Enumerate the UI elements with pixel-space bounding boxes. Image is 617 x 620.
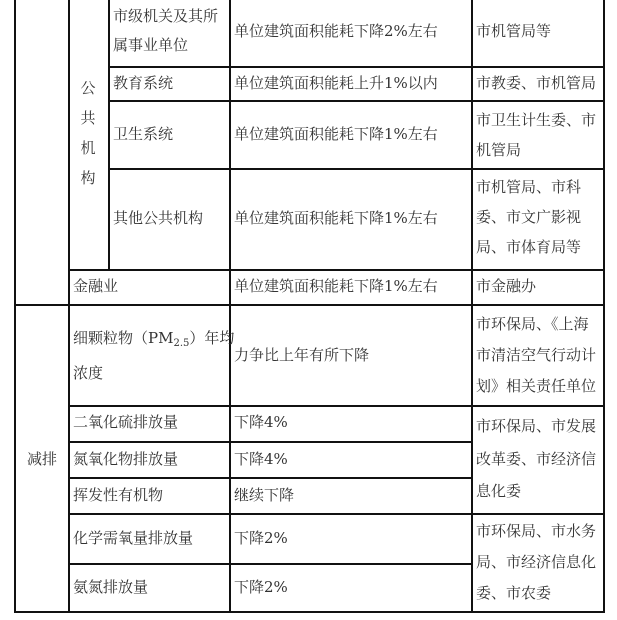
row-responsible: 划》相关责任单位	[476, 377, 597, 395]
row-name: 浓度	[73, 364, 104, 382]
row-name: 化学需氧量排放量	[73, 529, 194, 547]
grid-line	[108, 100, 605, 102]
row-name: 二氧化硫排放量	[73, 413, 179, 431]
row-name: 氨氮排放量	[73, 578, 149, 596]
row-name: 属事业单位	[113, 36, 189, 54]
grid-line	[108, 66, 605, 68]
grid-line	[14, 0, 16, 612]
row-name: 卫生系统	[113, 125, 174, 143]
row-name: 氮氧化物排放量	[73, 450, 179, 468]
row-target: 继续下降	[234, 486, 295, 504]
row-name: 其他公共机构	[113, 209, 204, 227]
row-target: 下降4%	[234, 413, 288, 431]
row-responsible: 市清洁空气行动计	[476, 346, 597, 364]
row-responsible: 市环保局、市水务	[476, 522, 597, 540]
row-responsible: 市金融办	[476, 277, 537, 295]
row-responsible: 息化委	[476, 482, 522, 500]
public-institutions-label: 公共机构	[80, 79, 96, 187]
grid-line	[229, 0, 231, 612]
grid-line	[68, 513, 605, 515]
row-target: 下降4%	[234, 450, 288, 468]
row-target: 单位建筑面积能耗下降2%左右	[234, 22, 438, 40]
row-responsible: 局、市体育局等	[476, 238, 582, 256]
row-responsible: 市环保局、市发展	[476, 417, 597, 435]
row-target: 下降2%	[234, 529, 288, 547]
grid-line	[14, 304, 605, 306]
grid-line	[68, 441, 471, 443]
row-responsible: 局、市经济信息化	[476, 553, 597, 571]
grid-line	[68, 405, 605, 407]
grid-line	[68, 563, 471, 565]
row-name: 市级机关及其所	[113, 7, 219, 25]
row-responsible: 市机管局等	[476, 22, 552, 40]
row-responsible: 市教委、市机管局	[476, 74, 597, 92]
grid-line	[108, 168, 605, 170]
grid-line	[14, 611, 605, 613]
row-target: 下降2%	[234, 578, 288, 596]
row-responsible: 市卫生计生委、市	[476, 111, 597, 129]
grid-line	[68, 0, 70, 612]
grid-line	[471, 0, 473, 612]
row-name: 挥发性有机物	[73, 486, 164, 504]
grid-line	[68, 477, 471, 479]
row-responsible: 委、市农委	[476, 584, 552, 602]
row-responsible: 机管局	[476, 141, 522, 159]
row-name: 金融业	[73, 277, 119, 295]
row-responsible: 改革委、市经济信	[476, 450, 597, 468]
grid-line	[108, 0, 110, 270]
row-responsible: 市机管局、市科	[476, 178, 582, 196]
emission-reduction-label: 减排	[27, 450, 58, 468]
row-name: 教育系统	[113, 74, 174, 92]
row-target: 单位建筑面积能耗上升1%以内	[234, 74, 438, 92]
row-responsible: 委、市文广影视	[476, 208, 582, 226]
row-name: 细颗粒物$(PM_{2.5})$年均	[73, 329, 235, 349]
row-target: 单位建筑面积能耗下降1%左右	[234, 277, 438, 295]
grid-line	[603, 0, 605, 612]
row-responsible: 市环保局、《上海	[476, 315, 589, 333]
row-target: 力争比上年有所下降	[234, 346, 370, 364]
row-target: 单位建筑面积能耗下降1%左右	[234, 209, 438, 227]
row-target: 单位建筑面积能耗下降1%左右	[234, 125, 438, 143]
grid-line	[68, 269, 605, 271]
